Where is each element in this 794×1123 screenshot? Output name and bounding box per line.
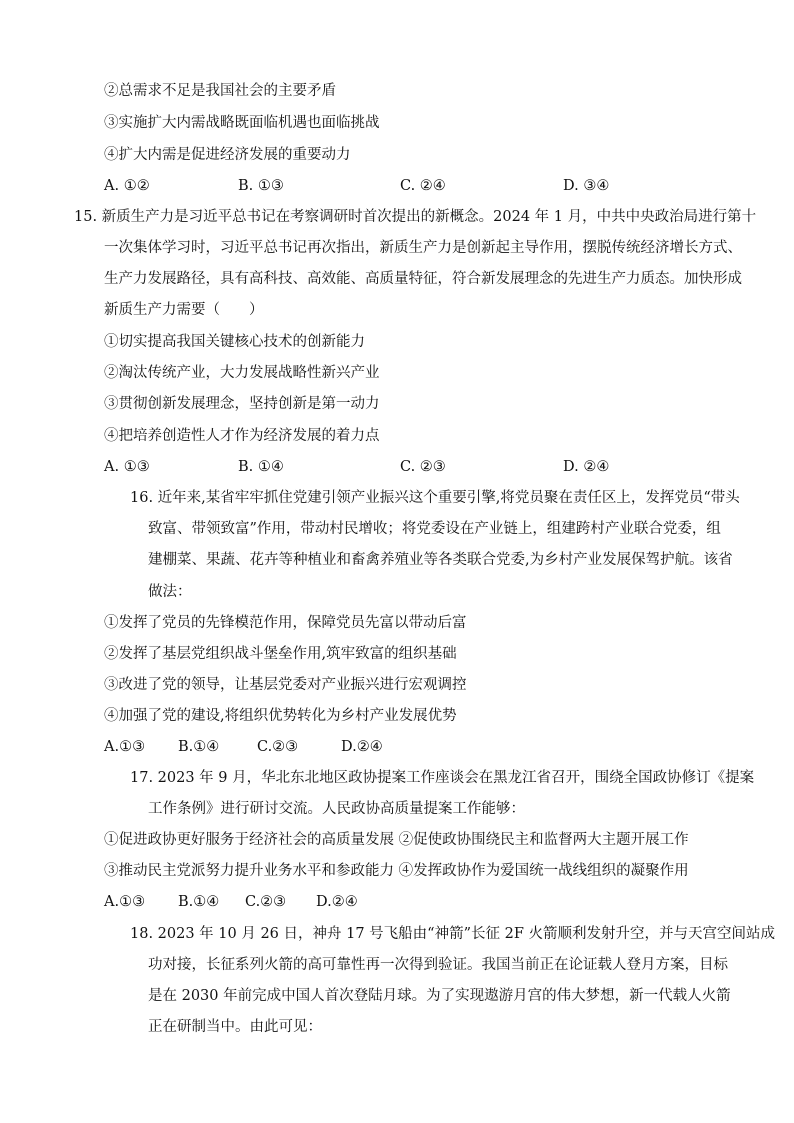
question-stem: 17. 2023 年 9 月，华北东北地区政协提案工作座谈会在黑龙江省召开，围绕全国政协修订《提案 [130,770,755,786]
question-stem: 致富、带领致富”作用，带动村民增收；将党委设在产业链上，组建跨村产业联合党委，组 [148,521,721,537]
question-stem: 是在 2030 年前完成中国人首次登陆月球。为了实现遨游月宫的伟大梦想，新一代载人火箭 [148,988,731,1004]
answer-choice: D.②④ [316,894,358,910]
option-item: ②发挥了基层党组织战斗堡垒作用,筑牢致富的组织基础 [104,646,457,662]
option-item: ④加强了党的建设,将组织优势转化为乡村产业发展优势 [104,708,457,724]
answer-choice: A. ①③ [104,459,150,475]
option-item: ③改进了党的领导，让基层党委对产业振兴进行宏观调控 [104,677,467,693]
answer-choice: D. ②④ [563,459,610,475]
option-item: ②总需求不足是我国社会的主要矛盾 [104,83,336,99]
option-item: ①促进政协更好服务于经济社会的高质量发展 ②促使政协围绕民主和监督两大主题开展工作 [104,832,689,848]
question-stem: 新质生产力需要（ ） [104,302,264,318]
question-stem: 一次集体学习时，习近平总书记再次指出，新质生产力是创新起主导作用，摆脱传统经济增长方式、 [104,240,742,256]
answer-choice: A.①③ [104,894,146,910]
answer-choice: A.①③ [104,739,146,755]
answer-choice: B.①④ [178,739,220,755]
answer-choice: A. ①② [104,178,150,194]
answer-choice: D. ③④ [563,178,610,194]
question-stem: 18. 2023 年 10 月 26 日，神舟 17 号飞船由“神箭”长征 2F 火箭顺利发射升空，并与天宫空间站成 [130,926,776,942]
answer-choice: B. ①④ [238,459,284,475]
question-stem: 建棚菜、果蔬、花卉等种植业和畜禽养殖业等各类联合党委,为乡村产业发展保驾护航。该省 [148,552,733,568]
answer-choice: C.②③ [257,739,299,755]
option-item: ③推动民主党派努力提升业务水平和参政能力 ④发挥政协作为爱国统一战线组织的凝聚作用 [104,863,689,879]
question-stem: 正在研制当中。由此可见： [148,1019,322,1035]
option-item: ①切实提高我国关键核心技术的创新能力 [104,334,365,350]
answer-choice: C.②③ [245,894,287,910]
question-stem: 16. 近年来,某省牢牢抓住党建引领产业振兴这个重要引擎,将党员聚在责任区上，发挥党员“带头 [130,490,740,506]
option-item: ④把培养创造性人才作为经济发展的着力点 [104,428,380,444]
option-item: ③贯彻创新发展理念，坚持创新是第一动力 [104,396,380,412]
option-item: ②淘汰传统产业，大力发展战略性新兴产业 [104,365,380,381]
answer-choice: B. ①③ [238,178,284,194]
option-item: ④扩大内需是促进经济发展的重要动力 [104,147,351,163]
question-stem: 15. 新质生产力是习近平总书记在考察调研时首次提出的新概念。2024 年 1 月，中共中央政治局进行第十 [74,209,757,225]
answer-choice: D.②④ [341,739,383,755]
answer-choice: B.①④ [178,894,220,910]
question-stem: 工作条例》进行研讨交流。人民政协高质量提案工作能够： [148,801,525,817]
answer-choice: C. ②③ [400,459,446,475]
question-stem: 功对接，长征系列火箭的高可靠性再一次得到验证。我国当前正在论证载人登月方案，目标 [148,957,728,973]
option-item: ③实施扩大内需战略既面临机遇也面临挑战 [104,115,380,131]
option-item: ①发挥了党员的先锋模范作用，保障党员先富以带动后富 [104,615,467,631]
answer-choice: C. ②④ [400,178,446,194]
question-stem: 生产力发展路径，具有高科技、高效能、高质量特征，符合新发展理念的先进生产力质态。加快形成 [104,271,742,287]
question-stem: 做法： [148,584,192,600]
